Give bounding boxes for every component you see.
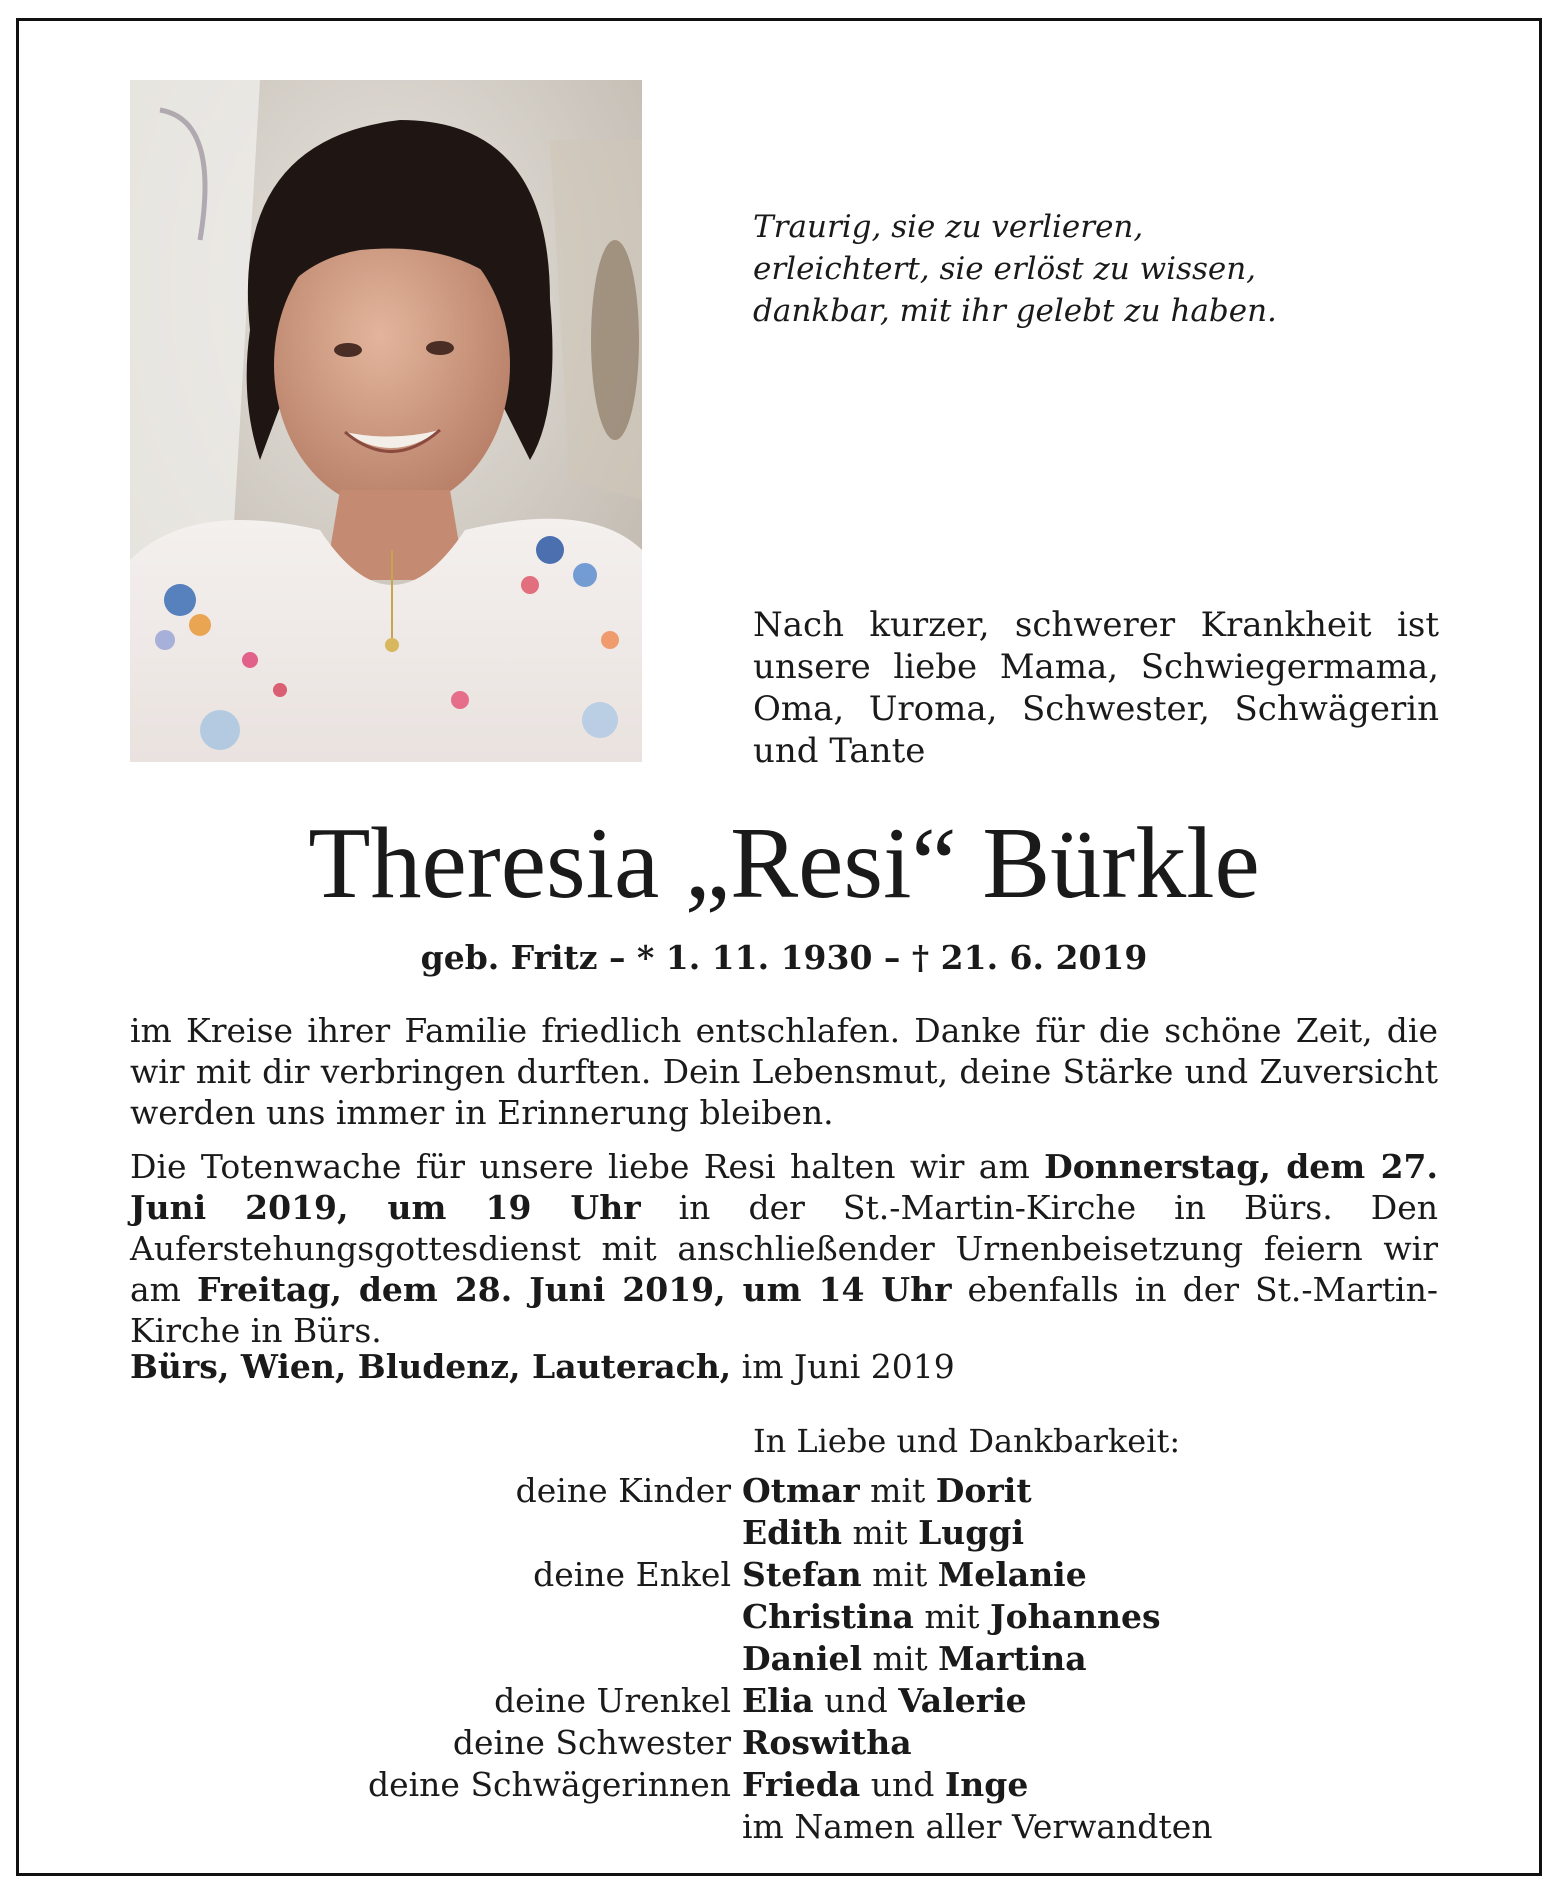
- quote-line-2: erleichtert, sie erlöst zu wissen,: [753, 251, 1257, 287]
- family-name: Elia: [742, 1681, 814, 1720]
- family-name: Daniel: [742, 1639, 863, 1678]
- family-name: Luggi: [918, 1513, 1024, 1552]
- family-name: Martina: [938, 1639, 1087, 1678]
- family-footer: im Namen aller Verwandten: [742, 1807, 1213, 1846]
- family-name: Roswitha: [742, 1723, 912, 1762]
- family-name: Dorit: [935, 1471, 1032, 1510]
- family-names: [742, 1470, 1032, 1512]
- service-location-text: ebenfalls in der St.-Martin-Kirche in Bürs.: [130, 1270, 1438, 1350]
- family-label-schwaegerinnen: deine Schwägerinnen: [367, 1765, 731, 1804]
- family-connector: mit: [913, 1597, 991, 1636]
- family-name: Otmar: [742, 1471, 860, 1510]
- family-name: Johannes: [990, 1597, 1161, 1636]
- family-label-urenkel: deine Urenkel: [494, 1681, 731, 1720]
- family-name: Frieda: [742, 1765, 861, 1804]
- body-paragraph-1: im Kreise ihrer Familie friedlich entschlafen. Danke für die schöne Zeit, die wir mit dir verbringen durften. Dein Lebensmut, deine Stärke und Zuversicht werden uns immer in Erinnerung bleiben.: [130, 1011, 1438, 1132]
- quote-line-1: Traurig, sie zu verlieren,: [753, 209, 1144, 245]
- body-paragraph-2: [130, 1146, 1438, 1351]
- family-name: Edith: [742, 1513, 842, 1552]
- deceased-name: Theresia „Resi“ Bürkle: [308, 807, 1260, 920]
- family-names: [742, 1764, 1028, 1806]
- life-dates: geb. Fritz – * 1. 11. 1930 – † 21. 6. 2019: [420, 938, 1148, 977]
- family-connector: mit: [842, 1513, 919, 1552]
- family-names: [742, 1638, 1087, 1680]
- month-year: im Juni 2019: [731, 1347, 955, 1386]
- family-connector: mit: [859, 1471, 936, 1510]
- family-row: [130, 1596, 1480, 1638]
- family-name: Stefan: [742, 1555, 862, 1594]
- family-names: [742, 1596, 1161, 1638]
- family-connector: und: [860, 1765, 945, 1804]
- family-label-schwester: deine Schwester: [452, 1723, 731, 1762]
- family-row: [130, 1470, 1480, 1512]
- service-intro-text: in der St.-Martin-Kirche in Bürs. Den Auferstehungsgottesdienst mit anschließender Urnenbeisetzung feiern wir am: [130, 1188, 1438, 1309]
- wake-date: Donnerstag, dem 27. Juni 2019, um 19 Uhr: [130, 1147, 1438, 1227]
- memorial-quote: [753, 206, 1277, 332]
- family-name: Christina: [742, 1597, 914, 1636]
- family-names: [742, 1554, 1087, 1596]
- family-connector: mit: [861, 1555, 938, 1594]
- quote-line-3: dankbar, mit ihr gelebt zu haben.: [753, 293, 1277, 329]
- family-name: Melanie: [937, 1555, 1087, 1594]
- family-names: [742, 1512, 1024, 1554]
- places: Bürs, Wien, Bludenz, Lauterach,: [130, 1347, 732, 1386]
- family-row: [130, 1680, 1480, 1722]
- family-row: [130, 1512, 1480, 1554]
- family-row: [130, 1638, 1480, 1680]
- family-name: Inge: [944, 1765, 1029, 1804]
- family-label-kinder: deine Kinder: [515, 1471, 731, 1510]
- intro-text: Nach kurzer, schwerer Krankheit ist unsere liebe Mama, Schwiegermama, Oma, Uroma, Schwester, Schwägerin und Tante: [753, 605, 1439, 771]
- service-date: Freitag, dem 28. Juni 2019, um 14 Uhr: [196, 1270, 952, 1309]
- family-connector: mit: [862, 1639, 939, 1678]
- closing-line: In Liebe und Dankbarkeit:: [753, 1422, 1181, 1460]
- portrait-photo: [130, 80, 642, 762]
- family-row: [130, 1806, 1480, 1848]
- family-row: [130, 1722, 1480, 1764]
- family-row: [130, 1554, 1480, 1596]
- family-list: [130, 1470, 1480, 1848]
- family-row: [130, 1764, 1480, 1806]
- family-names: [742, 1722, 912, 1764]
- wake-intro-text: Die Totenwache für unsere liebe Resi halten wir am: [130, 1147, 1045, 1186]
- family-label-enkel: deine Enkel: [533, 1555, 731, 1594]
- places-and-date: [130, 1346, 955, 1388]
- family-names: [742, 1680, 1027, 1722]
- family-connector: und: [813, 1681, 899, 1720]
- family-name: Valerie: [898, 1681, 1027, 1720]
